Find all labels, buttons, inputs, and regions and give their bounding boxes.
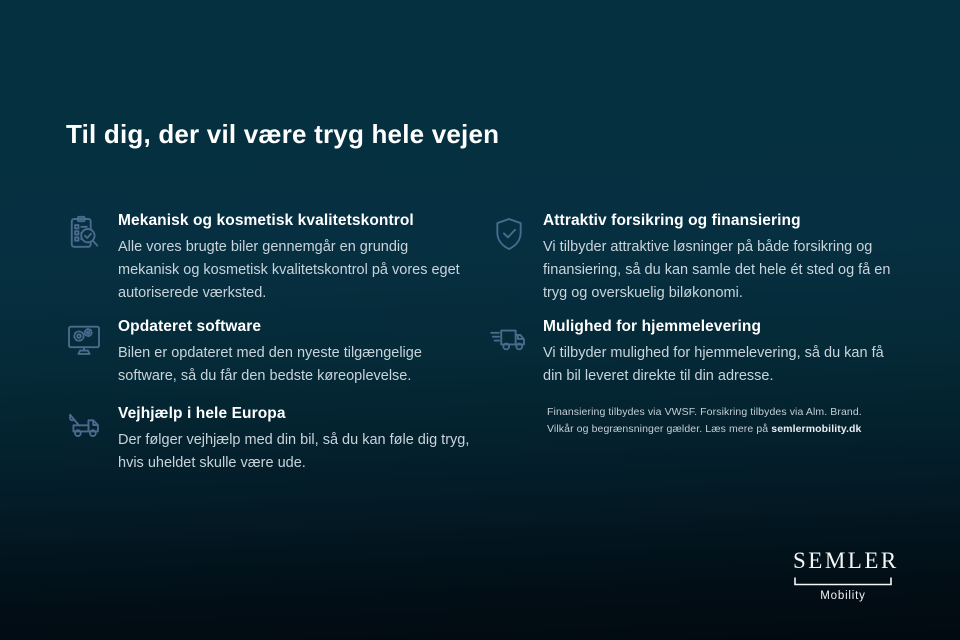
feature-title: Vejhjælp i hele Europa	[118, 405, 286, 422]
feature-body: Alle vores brugte biler gennemgår en grundig mekanisk og kosmetisk kvalitetskontrol på vores eget autoriserede værksted.	[118, 239, 460, 301]
disclaimer-line-2-prefix: Vilkår og begrænsninger gælder. Læs mere på	[547, 422, 772, 435]
feature-insurance-financing	[489, 212, 901, 305]
monitor-gears-icon	[64, 320, 104, 360]
delivery-truck-icon	[489, 320, 529, 360]
feature-title: Mulighed for hjemmelevering	[543, 318, 762, 335]
tow-truck-icon	[64, 407, 104, 447]
disclaimer-line-2	[547, 421, 877, 438]
semlermobility-link[interactable]: semlermobility.dk	[771, 422, 862, 435]
logo-underline	[794, 577, 892, 586]
logo-subtitle: Mobility	[820, 590, 866, 602]
clipboard-inspection-icon	[64, 214, 104, 254]
feature-body: Vi tilbyder attraktive løsninger på både forsikring og finansiering, så du kan samle det hele ét sted og få en tryg og overskuelig biløkonomi.	[543, 239, 891, 301]
disclaimer-line-1: Finansiering tilbydes via VWSF. Forsikring tilbydes via Alm. Brand.	[547, 406, 862, 418]
feature-title: Mekanisk og kosmetisk kvalitetskontrol	[118, 212, 414, 229]
semler-wordmark: SEMLER	[793, 548, 899, 573]
disclaimer-text	[547, 404, 877, 437]
semler-mobility-logo	[793, 548, 899, 602]
feature-roadside-assistance	[64, 405, 470, 475]
feature-quality-control	[64, 212, 470, 305]
feature-body: Bilen er opdateret med den nyeste tilgængelige software, så du får den bedste køreoplevelse.	[118, 345, 422, 384]
shield-check-icon	[489, 214, 529, 254]
feature-body: Vi tilbyder mulighed for hjemmelevering, så du kan få din bil leveret direkte til din adresse.	[543, 345, 884, 384]
feature-home-delivery	[489, 318, 901, 388]
feature-updated-software	[64, 318, 470, 388]
feature-title: Attraktiv forsikring og finansiering	[543, 212, 801, 229]
page-title: Til dig, der vil være tryg hele vejen	[66, 119, 500, 149]
feature-title: Opdateret software	[118, 318, 262, 335]
feature-body: Der følger vejhjælp med din bil, så du kan føle dig tryg, hvis uheldet skulle være ude.	[118, 432, 470, 471]
